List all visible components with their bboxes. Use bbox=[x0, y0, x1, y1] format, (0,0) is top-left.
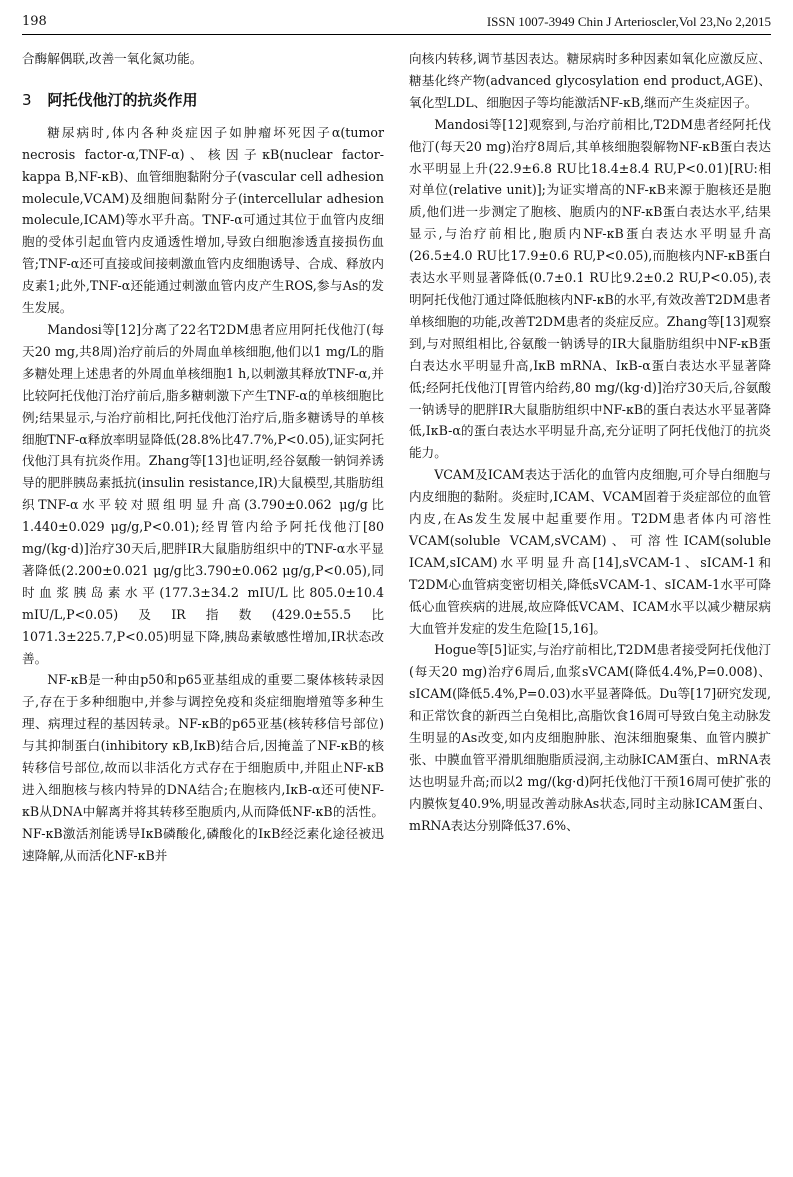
paragraph-continued: 向核内转移,调节基因表达。糖尿病时多种因素如氧化应激反应、糖基化终产物(advanced glycosylation end product,AGE)、氧化型LDL、细胞因子等均能激活NF-κB,继而产生炎症因子。 bbox=[409, 51, 771, 110]
paragraph: Mandosi等[12]分离了22名T2DM患者应用阿托伐他汀(每天20 mg,共8周)治疗前后的外周血单核细胞,他们以1 mg/L的脂多糖处理上述患者的外周血单核细胞1 h,以刺激其释放TNF-α,并比较阿托伐他汀治疗前后,脂多糖刺激下产生TNF-α的单核细胞比例;结果显示,与治疗前相比,阿托伐他汀治疗后,脂多糖诱导的单核细胞TNF-α释放率明显降低(28.8%比47.7%,P<0.05),证实阿托伐他汀具有抗炎作用。Zhang等[13]也证明,经谷氨酸一钠饲养诱导的肥胖胰岛素抵抗(insulin resistance,IR)大鼠模型,其脂肪组织TNF-α水平较对照组明显升高(3.790±0.062 μg/g比1.440±0.029 μg/g,P<0.01);经胃管内给予阿托伐他汀[80 mg/(kg·d)]治疗30天后,肥胖IR大鼠脂肪组织中的TNF-α水平显著降低(2.200±0.021 μg/g比3.790±0.062 μg/g,P<0.05),同时血浆胰岛素水平(177.3±34.2 mIU/L比805.0±10.4 mIU/L,P<0.05)及IR指数(429.0±55.5比1071.3±225.7,P<0.05)明显下降,胰岛素敏感性增加,IR状态改善。 bbox=[22, 321, 384, 666]
section-title: 阿托伐他汀的抗炎作用 bbox=[47, 90, 198, 109]
right-column bbox=[409, 48, 771, 837]
paragraph: Mandosi等[12]观察到,与治疗前相比,T2DM患者经阿托伐他汀(每天20 mg)治疗8周后,其单核细胞裂解物NF-κB蛋白表达水平明显上升(22.9±6.8 RU比18.4±8.4 RU,P<0.01)[RU:相对单位(relative unit)];为证实增高的NF-κB来源于胞核还是胞质,他们进一步测定了胞核、胞质内的NF-κB蛋白表达水平,结果显示,与治疗前相比,胞质内NF-κB蛋白表达水平明显升高(26.5±4.0 RU比17.9±0.6 RU,P<0.05),而胞核内NF-κB蛋白表达水平则显著降低(0.7±0.1 RU比9.2±0.2 RU,P<0.05),表明阿托伐他汀通过降低胞核内NF-κB的水平,有效改善T2DM患者单核细胞的功能,改善T2DM患者的炎症反应。Zhang等[13]观察到,与对照组相比,谷氨酸一钠诱导的IR大鼠脂肪组织中NF-κB蛋白表达水平明显升高,IκB mRNA、IκB-α蛋白表达水平显著降低;经阿托伐他汀[胃管内给药,80 mg/(kg·d)]治疗30天后,谷氨酸一钠诱导的肥胖IR大鼠脂肪组织中NF-κB的蛋白表达水平显著降低,IκB-α的蛋白表达水平明显升高,充分证明了阿托伐他汀的抗炎能力。 bbox=[409, 116, 771, 461]
page-number: 198 bbox=[22, 14, 47, 29]
paragraph: NF-κB是一种由p50和p65亚基组成的重要二聚体核转录因子,存在于多种细胞中,并参与调控免疫和炎症细胞增殖等多种生理、病理过程的基因转录。NF-κB的p65亚基(核转移信号部位)与其抑制蛋白(inhibitory κB,IκB)结合后,因掩盖了NF-κB的核转移信号部位,故而以非活化方式存在于细胞质中,并阻止NF-κB进入细胞核与核内特异的DNA结合;在胞核内,IκB-α还可使NF-κB从DNA中解离并将其转移至胞质内,从而降低NF-κB的活性。NF-κB激活剂能诱导IκB磷酸化,磷酸化的IκB经泛素化途径被迅速降解,从而活化NF-κB并 bbox=[22, 672, 384, 863]
journal-citation: ISSN 1007-3949 Chin J Arterioscler,Vol 23,No 2,2015 bbox=[486, 14, 771, 29]
paragraph: 糖尿病时,体内各种炎症因子如肿瘤坏死因子α(tumor necrosis factor-α,TNF-α)、核因子κB(nuclear factor-kappa B,NF-κB)、血管细胞黏附分子(vascular cell adhesion molecule,VCAM)及细胞间黏附分子(intercellular adhesion molecule,ICAM)等水平升高。TNF-α可通过其位于血管内皮细胞的受体引起血管内皮通透性增加,导致白细胞渗透直接损伤血管;TNF-α还可直接或间接刺激血管内皮细胞诱导、合成、释放内皮素1;此外,TNF-α还能通过刺激血管内皮产生ROS,参与As的发生发展。 bbox=[22, 124, 384, 316]
paragraph: VCAM及ICAM表达于活化的血管内皮细胞,可介导白细胞与内皮细胞的黏附。炎症时,ICAM、VCAM固着于炎症部位的血管内皮,在As发生发展中起重要作用。T2DM患者体内可溶性VCAM(soluble VCAM,sVCAM)、可溶性ICAM(soluble ICAM,sICAM)水平明显升高[14],sVCAM-1、sICAM-1和T2DM心血管病变密切相关,降低sVCAM-1、sICAM-1水平可降低心血管疾病的进展,故应降低VCAM、ICAM水平以减少糖尿病大血管并发症的发生危险[15,16]。 bbox=[409, 467, 771, 636]
running-header bbox=[22, 8, 771, 35]
section-number: 3 bbox=[22, 90, 32, 109]
paragraph-continued: 合酶解偶联,改善一氧化氮功能。 bbox=[22, 51, 203, 66]
section-heading bbox=[22, 90, 384, 112]
paragraph: Hogue等[5]证实,与治疗前相比,T2DM患者接受阿托伐他汀(每天20 mg)治疗6周后,血浆sVCAM(降低4.4%,P=0.008)、sICAM(降低5.4%,P=0.03)水平显著降低。Du等[17]研究发现,和正常饮食的新西兰白兔相比,高脂饮食16周可导致白兔主动脉发生明显的As改变,如内皮细胞肿胀、泡沫细胞聚集、血管内膜扩张、中膜血管平滑肌细胞脂质浸润,主动脉ICAM蛋白、mRNA表达也明显升高;而以2 mg/(kg·d)阿托伐他汀干预16周可使扩张的内膜恢复40.9%,明显改善动脉As状态,同时主动脉ICAM蛋白、mRNA表达分别降低37.6%、 bbox=[409, 642, 771, 833]
left-column bbox=[22, 48, 384, 867]
